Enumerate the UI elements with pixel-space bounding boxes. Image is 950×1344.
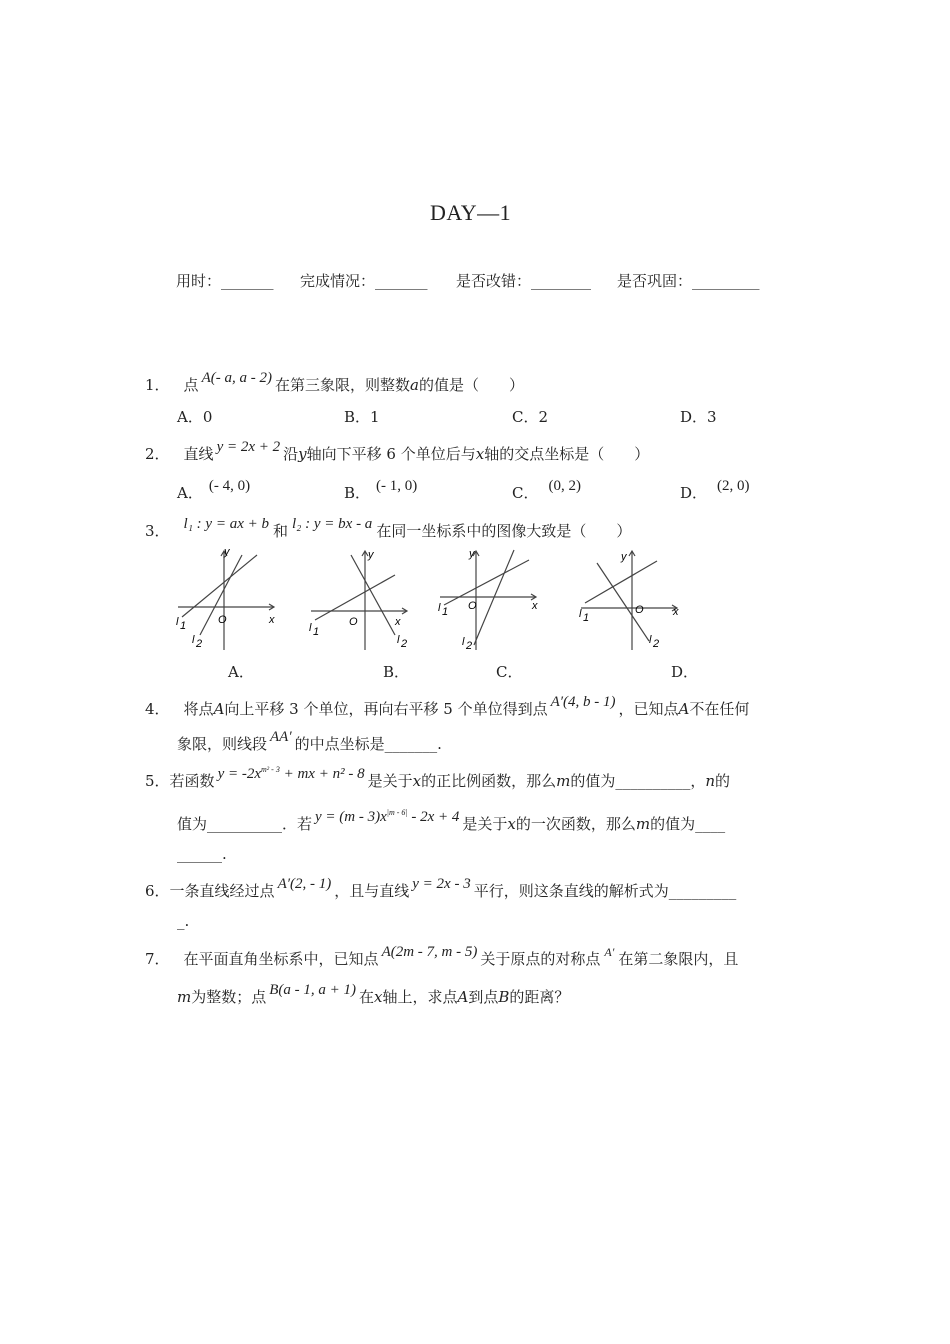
question-3-line: 3． l₁ : y = ax + b 和 l₂ : y = bx - a 在同一坐标系中的图像大致是（ ） xyxy=(145,516,632,540)
x-label: x xyxy=(673,606,679,618)
question-6-line-2: _. xyxy=(177,912,190,930)
status-corrected: 是否改错：________ xyxy=(456,272,592,290)
option-a: A． xyxy=(228,663,254,681)
math-expression: A′ xyxy=(604,945,615,959)
option-a: A． (- 4, 0) xyxy=(177,478,251,502)
l2-label: l xyxy=(649,634,652,646)
origin-label: O xyxy=(349,616,358,628)
graph-d xyxy=(575,545,685,655)
line-l1 xyxy=(182,555,257,617)
graph-a xyxy=(172,545,282,655)
x-label: x xyxy=(269,614,275,626)
question-number: 2． xyxy=(145,445,170,463)
graph-c xyxy=(434,545,544,655)
question-5-line-2: 值为__________．若 $y = (m - 3)x^{|m - 6|} - 2x + 4$ 是关于x的一次函数，那么m的值为____ xyxy=(177,808,726,833)
status-consolidated: 是否巩固：_________ xyxy=(617,272,760,290)
l1-label: l xyxy=(579,608,582,620)
option-c: C． xyxy=(496,663,523,681)
question-number: 4． xyxy=(145,700,170,718)
math-expression: AA′ xyxy=(270,729,292,745)
line-l2 xyxy=(351,555,395,635)
option-c: C．2 xyxy=(512,408,549,426)
l2-label: l xyxy=(462,636,465,648)
l1-label: l xyxy=(176,616,179,628)
origin-label: O xyxy=(218,614,227,626)
l1-subscript: 1 xyxy=(583,612,590,624)
l1-subscript: 1 xyxy=(313,626,320,638)
graph-b xyxy=(305,545,415,655)
l2-subscript: 2 xyxy=(653,638,660,650)
status-time: 用时：_______ xyxy=(176,272,274,290)
math-expression: y = 2x + 2 xyxy=(216,439,281,455)
option-b: B． xyxy=(383,663,410,681)
question-number: 3． xyxy=(145,522,170,540)
line-l1 xyxy=(585,561,657,603)
y-label: y xyxy=(621,551,627,563)
origin-label: O xyxy=(635,604,644,616)
origin-label: O xyxy=(468,600,477,612)
l2-label: l xyxy=(192,634,195,646)
l1-subscript: 1 xyxy=(442,606,449,618)
question-4-line-2: 象限，则线段 AA′ 的中点坐标是_______. xyxy=(177,729,442,753)
math-expression: B(a - 1, a + 1) xyxy=(269,982,357,998)
y-label: y xyxy=(368,549,374,561)
l2-subscript: 2 xyxy=(401,638,408,650)
math-expression: $y = -2x^{m^2 - 3}$ + mx + n² - 8 xyxy=(217,765,365,782)
math-expression: $y = (m - 3)x^{|m - 6|} - 2x + 4$ xyxy=(315,808,460,825)
question-number: 5． xyxy=(145,772,170,790)
l1-subscript: 1 xyxy=(180,620,187,632)
math-expression: A(2m - 7, m - 5) xyxy=(381,944,478,960)
math-expression: l₁ : y = ax + b xyxy=(183,516,269,532)
option-d: D．3 xyxy=(680,408,717,426)
question-number: 1． xyxy=(145,376,170,394)
status-completion: 完成情况：_______ xyxy=(300,272,428,290)
question-7-line-2: m为整数；点 B(a - 1, a + 1) 在x轴上，求点A到点B的距离？ xyxy=(177,982,570,1006)
option-b: B．1 xyxy=(344,408,380,426)
question-1-line: 1． 点 A(- a, a - 2) 在第三象限，则整数a的值是（ ） xyxy=(145,370,524,394)
option-d: D． xyxy=(671,663,699,681)
l1-label: l xyxy=(438,602,441,614)
l1-label: l xyxy=(309,622,312,634)
math-expression: l₂ : y = bx - a xyxy=(292,516,373,532)
y-label: y xyxy=(469,548,475,560)
l2-subscript: 2 xyxy=(196,638,203,650)
question-number: 7． xyxy=(145,950,170,968)
x-label: x xyxy=(395,616,401,628)
l2-subscript: 2 xyxy=(466,640,473,652)
line-l1 xyxy=(444,560,529,605)
question-2-line: 2． 直线 y = 2x + 2 沿y轴向下平移 6 个单位后与x轴的交点坐标是（ ） xyxy=(145,439,650,463)
math-expression: y = 2x - 3 xyxy=(412,876,471,892)
option-d: D． (2, 0) xyxy=(680,478,750,502)
option-c: C． (0, 2) xyxy=(512,478,581,502)
question-6-line-1: 6．一条直线经过点 A′(2, - 1) ，且与直线 y = 2x - 3 平行，则这条直线的解析式为_________ xyxy=(145,876,737,900)
math-expression: A′(2, - 1) xyxy=(277,876,332,892)
l2-label: l xyxy=(397,634,400,646)
x-label: x xyxy=(532,600,538,612)
option-b: B． (- 1, 0) xyxy=(344,478,418,502)
question-5-line-1: 5．若函数 $y = -2x^{m^2 - 3}$ + mx + n² - 8 是关于x的正比例函数，那么m的值为__________，n的 xyxy=(145,765,731,790)
option-a: A．0 xyxy=(177,408,213,426)
question-5-line-3: ______. xyxy=(177,845,227,863)
math-expression: A′(4, b - 1) xyxy=(550,694,616,710)
line-l2 xyxy=(597,563,649,641)
question-number: 6． xyxy=(145,882,170,900)
question-4-line-1: 4． 将点A向上平移 3 个单位，再向右平移 5 个单位得到点 A′(4, b - 1) ，已知点A不在任何 xyxy=(145,694,750,718)
math-expression: A(- a, a - 2) xyxy=(201,370,272,386)
y-label: y xyxy=(224,546,230,558)
question-7-line-1: 7． 在平面直角坐标系中，已知点 A(2m - 7, m - 5) 关于原点的对称点 $^{A'}$ 在第二象限内，且 xyxy=(145,944,739,968)
page-title: DAY—1 xyxy=(430,200,512,225)
